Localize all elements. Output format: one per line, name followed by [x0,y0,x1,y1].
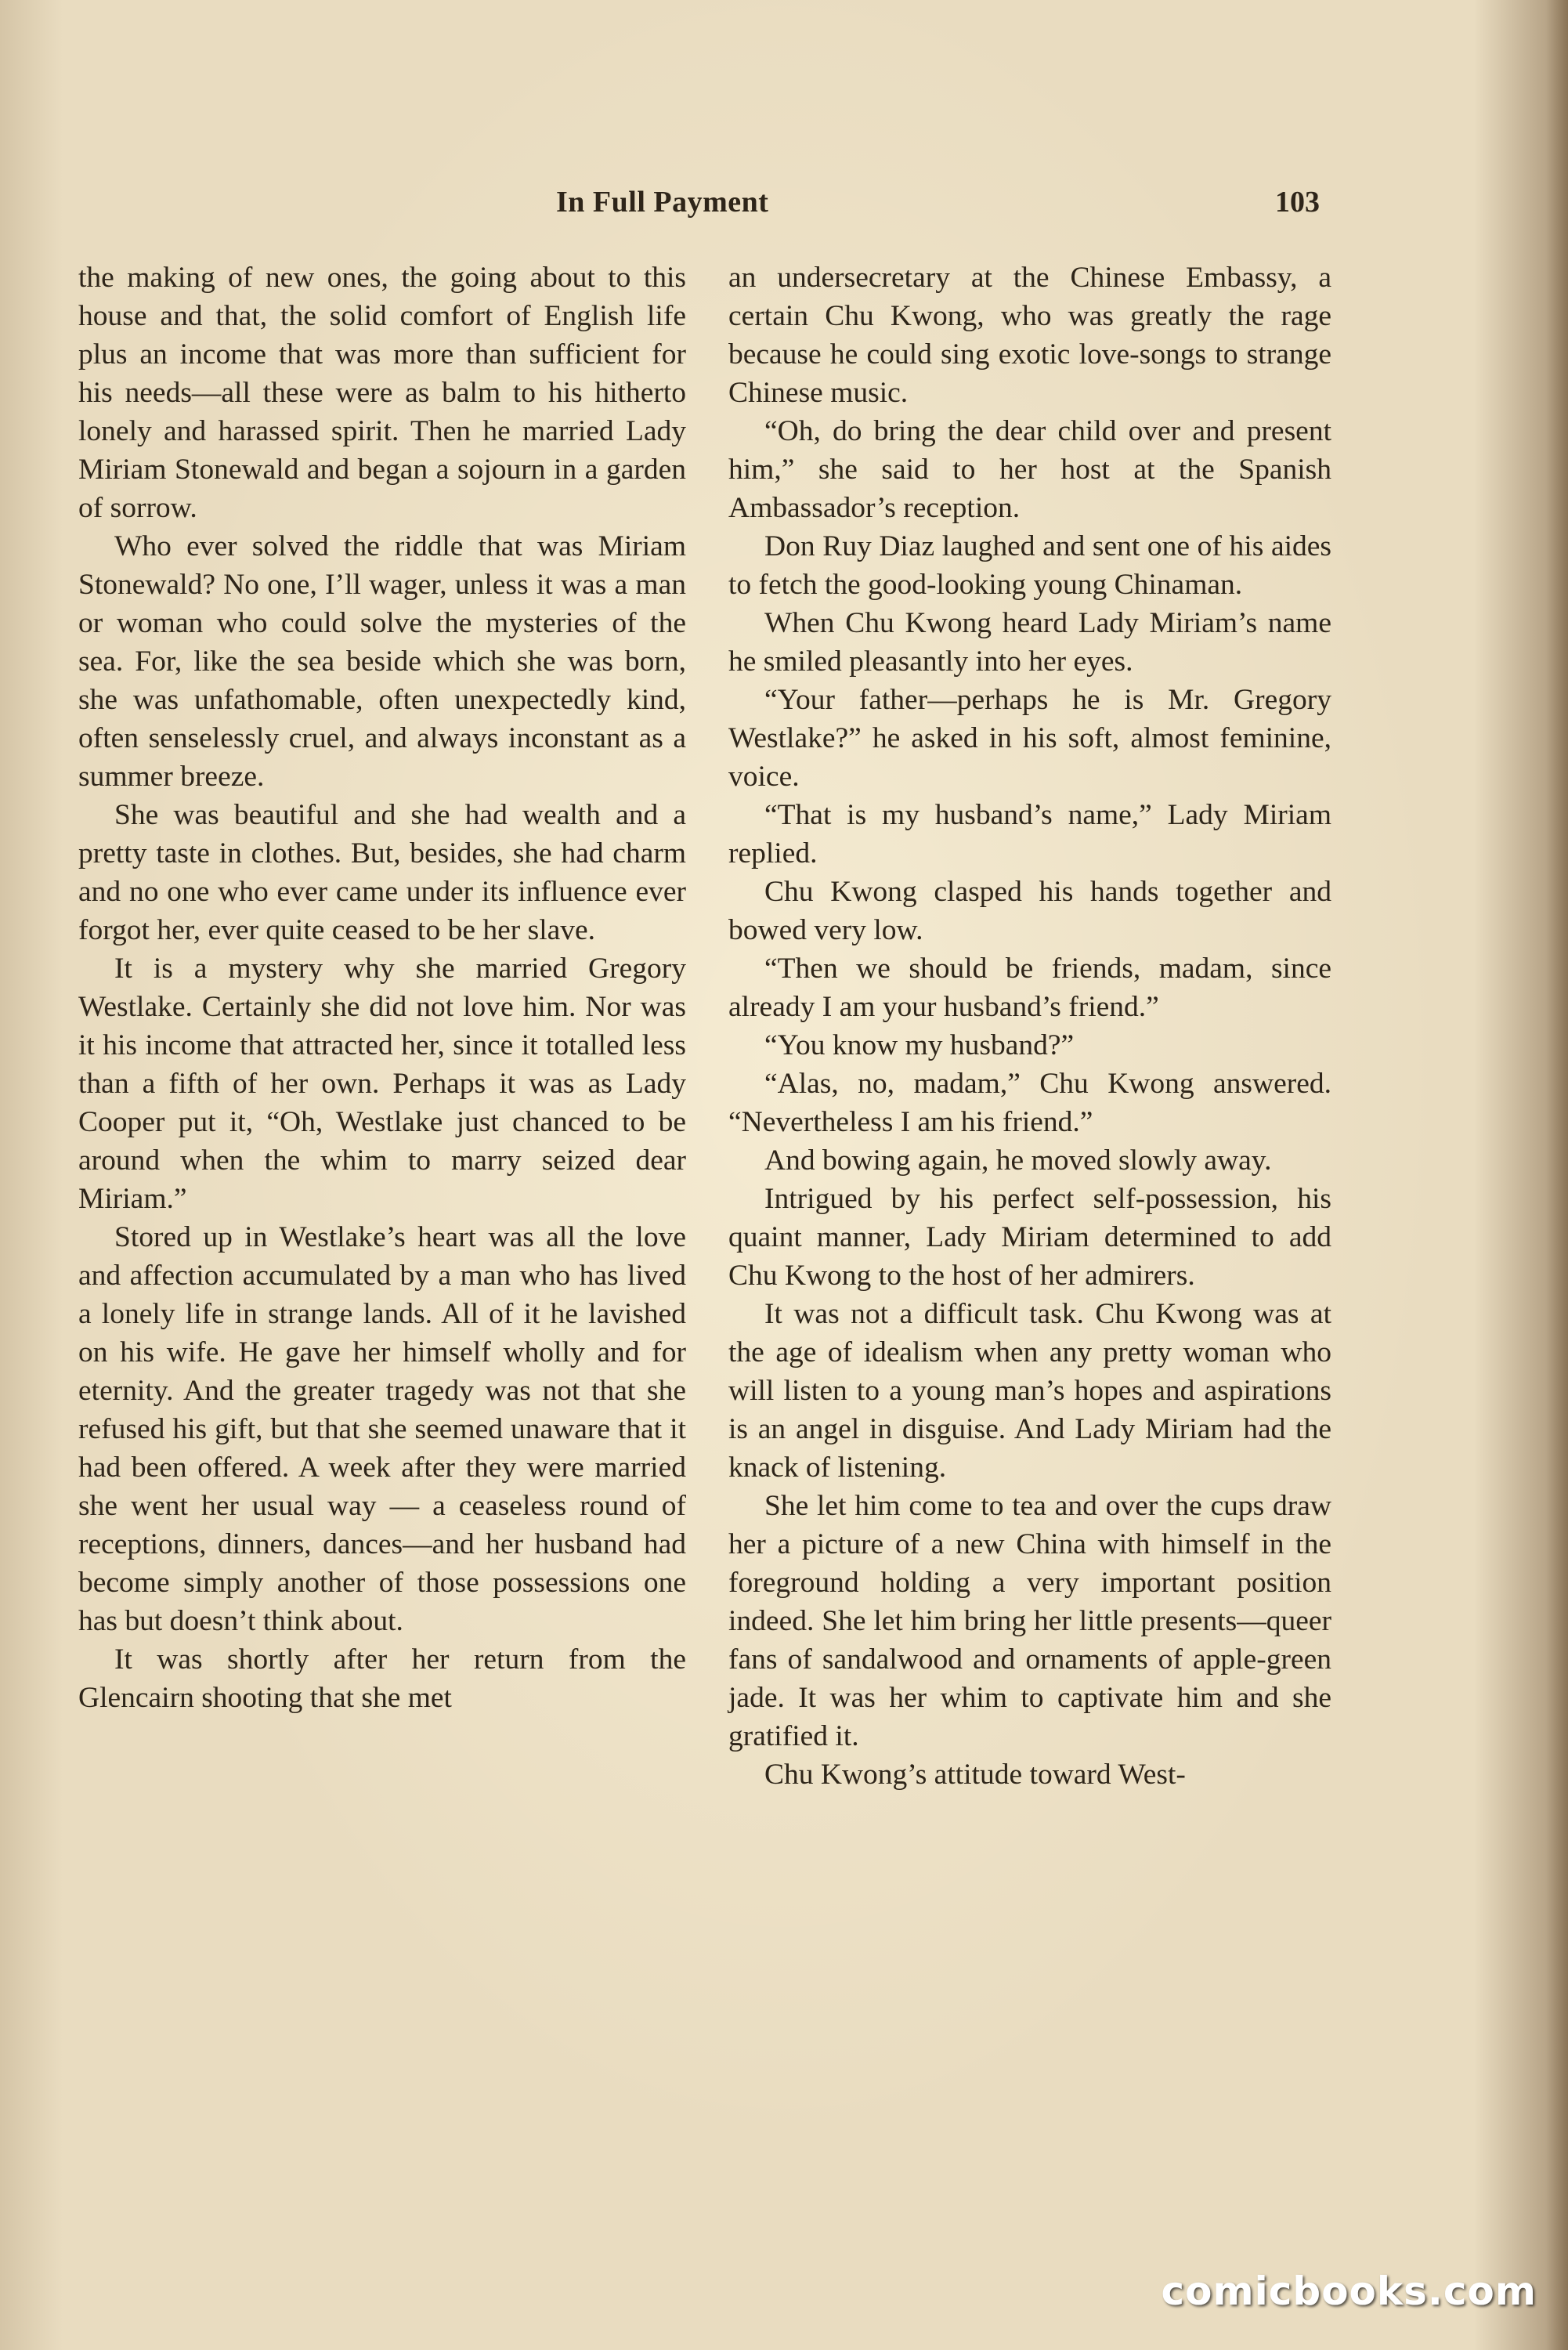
paragraph: the making of new ones, the going about to this house and that, the solid comfort of English life plus an income that was more than sufficient for his needs—all these were as balm to his hitherto lonely and harassed spirit. Then he married Lady Miriam Stonewald and began a sojourn in a garden of sorrow. [78,262,686,524]
paragraph: “Your father—perhaps he is Mr. Gregory Westlake?” he asked in his soft, almost feminine, voice. [728,684,1331,793]
paragraph: “That is my husband’s name,” Lady Miriam replied. [728,799,1331,870]
paragraph: Chu Kwong clasped his hands together and bowed very low. [728,876,1331,946]
paragraph: Chu Kwong’s attitude toward West- [764,1759,1186,1791]
paragraph: She was beautiful and she had wealth and a pretty taste in clothes. But, besides, she had charm and no one who ever came under its influence ever forgot her, ever quite ceased to be her slave. [78,799,686,946]
site-watermark: comicbooks.com [1161,2269,1537,2314]
paragraph: She let him come to tea and over the cups draw her a picture of a new China with himself in the foreground holding a very important position indeed. She let him bring her little presents—queer fans of sandalwood and ornaments of apple-green jade. It was her whim to captivate him and she gratified it. [728,1490,1331,1752]
running-title: In Full Payment [556,186,769,219]
paragraph: an undersecretary at the Chinese Embassy, a certain Chu Kwong, who was greatly the rage because he could sing exotic love-songs to strange Chinese music. [728,262,1331,409]
paragraph: “You know my husband?” [764,1029,1075,1061]
paragraph: It was not a difficult task. Chu Kwong was at the age of idealism when any pretty woman who will listen to a young man’s hopes and aspirations is an angel in disguise. And Lady Miriam had the knack of listening. [728,1298,1331,1484]
paragraph: It was shortly after her return from the Glencairn shooting that she met [78,1643,686,1714]
paragraph: “Alas, no, madam,” Chu Kwong answered. “Nevertheless I am his friend.” [728,1068,1331,1138]
page-number: 103 [1275,186,1320,219]
left-column [78,258,686,1717]
paragraph: And bowing again, he moved slowly away. [764,1144,1272,1177]
page-edge-shadow [1546,0,1568,2350]
paragraph: “Then we should be friends, madam, since already I am your husband’s friend.” [728,953,1331,1023]
paragraph: When Chu Kwong heard Lady Miriam’s name he smiled pleasantly into her eyes. [728,607,1331,678]
paragraph: It is a mystery why she married Gregory Westlake. Certainly she did not love him. Nor was it his income that attracted her, since it totalled less than a fifth of her own. Perhaps it was as Lady Cooper put it, “Oh, Westlake just chanced to be around when the whim to marry seized dear Miriam.” [78,953,686,1215]
right-column [728,258,1331,1794]
paragraph: Don Ruy Diaz laughed and sent one of his aides to fetch the good-looking young Chinaman. [728,530,1331,601]
paragraph: Who ever solved the riddle that was Miriam Stonewald? No one, I’ll wager, unless it was a man or woman who could solve the mysteries of the sea. For, like the sea beside which she was born, she was unfathomable, often unexpectedly kind, often senselessly cruel, and always inconstant as a summer breeze. [78,530,686,793]
paragraph: “Oh, do bring the dear child over and present him,” she said to her host at the Spanish Ambassador’s reception. [728,415,1331,524]
paragraph: Stored up in Westlake’s heart was all the love and affection accumulated by a man who has lived a lonely life in strange lands. All of it he lavished on his wife. He gave her himself wholly and for eternity. And the greater tragedy was not that she refused his gift, but that she seemed unaware that it had been offered. A week after they were married she went her usual way — a ceaseless round of receptions, dinners, dances—and her husband had become simply another of those possessions one has but doesn’t think about. [78,1221,686,1637]
paragraph: Intrigued by his perfect self-possession, his quaint manner, Lady Miriam determined to add Chu Kwong to the host of her admirers. [728,1183,1331,1292]
running-head [0,185,1568,229]
